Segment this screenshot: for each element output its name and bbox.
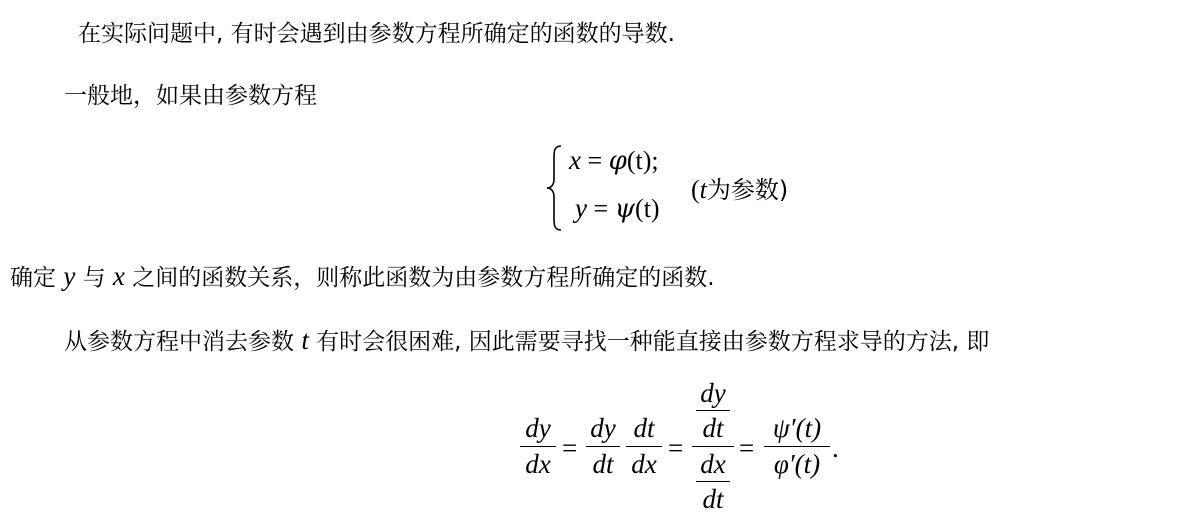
- eq2-lhs: y: [575, 193, 587, 223]
- parametric-system: [545, 143, 825, 233]
- method-part2: 有时会很困难, 因此需要寻找一种能直接由参数方程求导的方法, 即: [308, 329, 990, 355]
- frac3-numerator: dt: [633, 413, 655, 443]
- compound-bottom-denominator: dt: [702, 484, 724, 514]
- paragraph-definition: [10, 261, 715, 293]
- equation-x: [569, 145, 659, 176]
- frac5-numerator: ψ′(t): [772, 413, 822, 443]
- equals-3: =: [739, 433, 755, 463]
- frac1-numerator: dy: [525, 413, 551, 443]
- frac3-bar: [626, 446, 662, 447]
- paragraph-intro-text: 在实际问题中, 有时会遇到由参数方程所确定的函数的导数.: [78, 21, 675, 47]
- frac2-bar: [586, 446, 620, 447]
- left-brace: [545, 143, 565, 233]
- param-open: (: [691, 175, 700, 204]
- fraction-dt-dx: [626, 413, 662, 479]
- frac3-denominator: dx: [631, 449, 657, 479]
- formula-period: .: [832, 433, 839, 463]
- paragraph-general-text: 一般地，如果由参数方程: [64, 83, 317, 109]
- fraction-psi-phi: [764, 413, 830, 479]
- param-text: 为参数): [706, 176, 789, 204]
- eq2-psi: ψ: [614, 194, 636, 224]
- eq1-equals: =: [587, 146, 603, 175]
- fraction-dy-dx: [520, 413, 556, 479]
- equals-2: =: [668, 433, 684, 463]
- eq2-equals: =: [593, 194, 609, 223]
- param-var: t: [699, 175, 707, 204]
- frac2-numerator: dy: [590, 413, 616, 443]
- frac5-bar: [764, 446, 830, 447]
- equation-y: [575, 193, 660, 224]
- frac2-denominator: dt: [592, 449, 614, 479]
- compound-top-numerator: dy: [700, 378, 726, 408]
- paragraph-method: [64, 325, 989, 357]
- frac5-denominator: φ′(t): [773, 449, 821, 479]
- def-part2: 与: [75, 265, 113, 291]
- frac1-denominator: dx: [525, 449, 551, 479]
- eq2-arg: (t): [635, 194, 660, 223]
- parameter-note: [691, 170, 788, 205]
- eq1-arg: (t);: [626, 146, 659, 175]
- method-part1: 从参数方程中消去参数: [64, 329, 302, 355]
- fraction-dy-dt: [586, 413, 620, 479]
- compound-top-denominator: dt: [702, 413, 724, 443]
- paragraph-general: [64, 81, 317, 111]
- def-part1: 确定: [10, 265, 64, 291]
- eq1-phi: φ: [608, 146, 627, 176]
- frac1-bar: [520, 446, 556, 447]
- equals-1: =: [562, 433, 578, 463]
- def-var-y: y: [63, 261, 76, 291]
- compound-fraction: [692, 378, 734, 514]
- method-var-t: t: [301, 325, 309, 355]
- compound-bottom-bar: [696, 481, 730, 482]
- paragraph-intro: [78, 19, 675, 49]
- def-part3: 之间的函数关系，则称此函数为由参数方程所确定的函数.: [124, 265, 715, 291]
- eq1-lhs: x: [569, 145, 581, 175]
- compound-top-bar: [696, 410, 730, 411]
- compound-main-bar: [692, 446, 734, 447]
- compound-bottom-numerator: dx: [700, 449, 726, 479]
- def-var-x: x: [112, 261, 125, 291]
